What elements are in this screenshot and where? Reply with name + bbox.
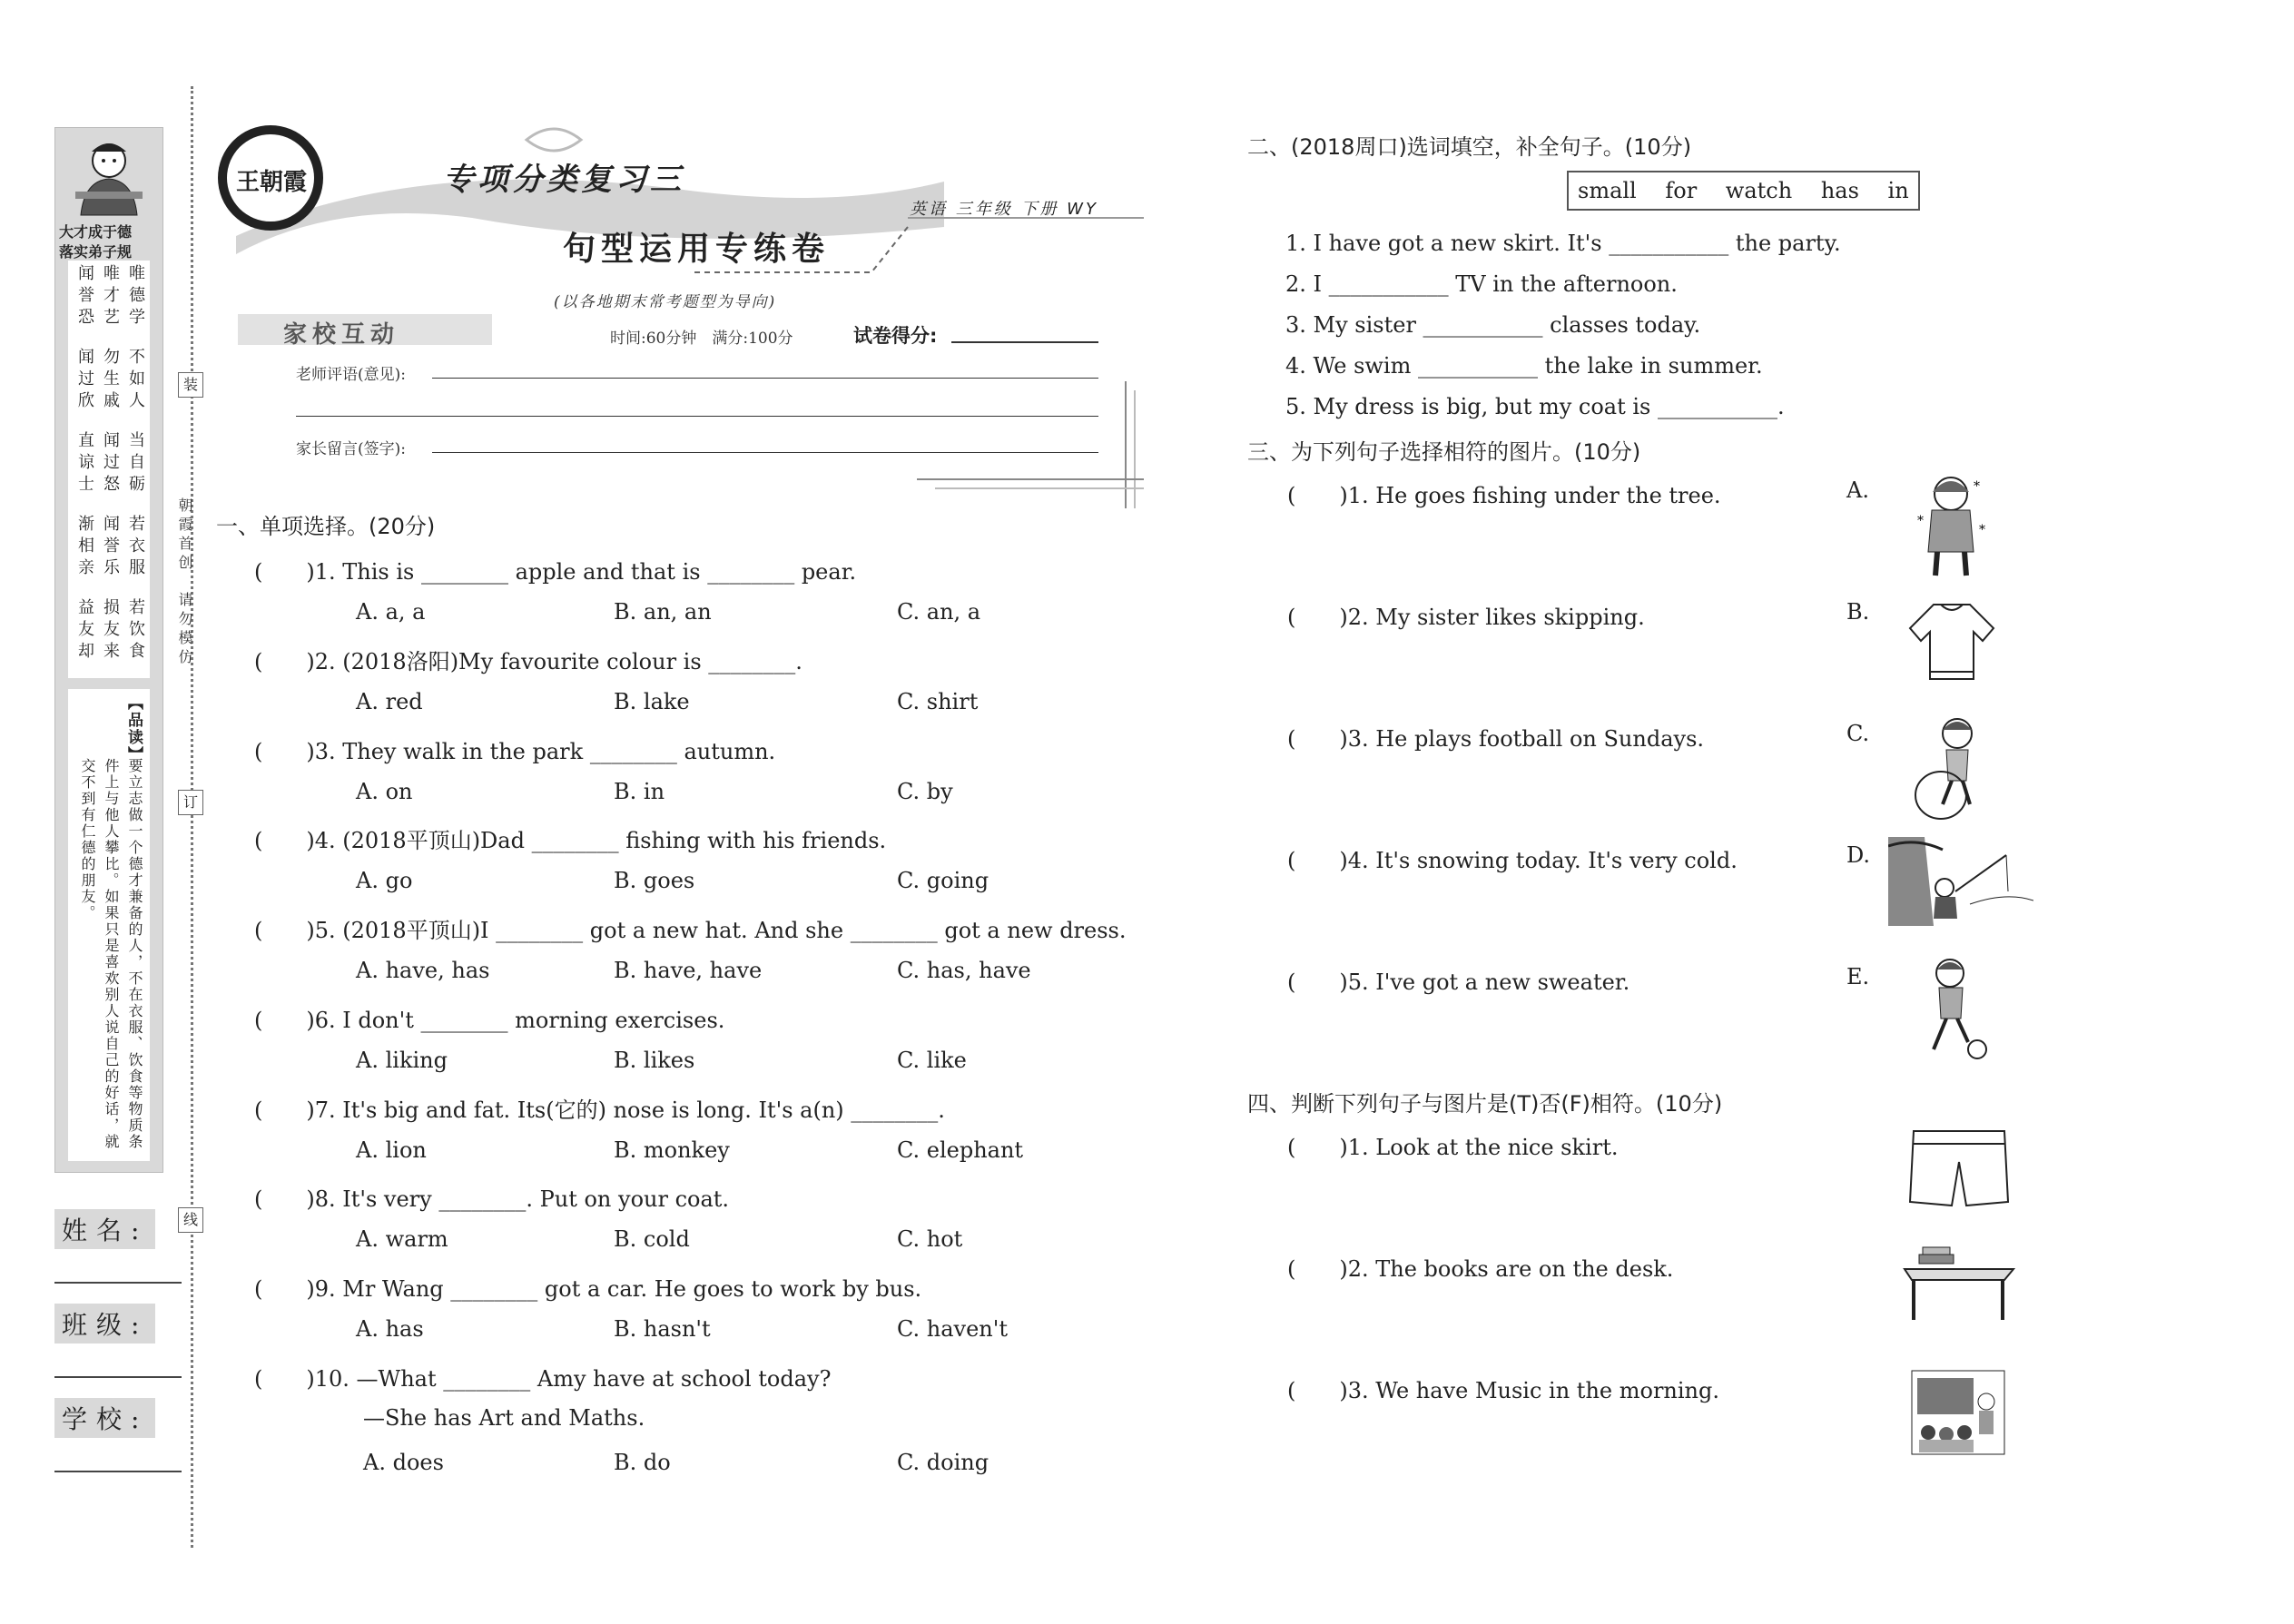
- option-3c[interactable]: C. by: [897, 779, 953, 804]
- side-note-2: 请勿模仿: [176, 592, 193, 668]
- skipping-boy-picture: [1910, 714, 1992, 822]
- option-4b[interactable]: B. goes: [614, 868, 695, 893]
- poem-col: 直谅士: [75, 431, 94, 497]
- section1-title: 一、单项选择。(20分): [216, 514, 436, 539]
- series-title: 专项分类复习三: [443, 162, 684, 198]
- question-1: ( )1. This is ________ apple and that is ________ pear.: [254, 559, 857, 585]
- paper-title: 句型运用专练卷: [563, 230, 831, 268]
- option-9b[interactable]: B. hasn't: [614, 1316, 711, 1342]
- poem-col: 唯才艺: [101, 264, 120, 330]
- confucius-figure-icon: [72, 135, 146, 219]
- question-9: ( )9. Mr Wang ________ got a car. He goes to work by bus.: [254, 1276, 922, 1302]
- option-5b[interactable]: B. have, have: [614, 958, 763, 983]
- class-label: 班级:: [54, 1304, 155, 1343]
- option-7b[interactable]: B. monkey: [614, 1137, 730, 1163]
- poem-col: 唯德学: [126, 264, 145, 330]
- question-10-line2: —She has Art and Maths.: [363, 1405, 645, 1431]
- pic-letter-c: C.: [1846, 721, 1870, 746]
- option-10c[interactable]: C. doing: [897, 1450, 989, 1475]
- question-2: ( )2. (2018洛阳)My favourite colour is ________.: [254, 649, 802, 674]
- side-note-1: 朝霞首创: [176, 497, 193, 574]
- option-2b[interactable]: B. lake: [614, 689, 690, 714]
- svg-text:*: *: [1917, 514, 1924, 528]
- fill-sentence-3: 3. My sister ___________ classes today.: [1285, 312, 1701, 338]
- svg-text:*: *: [1974, 479, 1980, 494]
- option-6c[interactable]: C. like: [897, 1048, 967, 1073]
- class-field[interactable]: [54, 1376, 182, 1378]
- pic-letter-a: A.: [1846, 477, 1869, 503]
- option-8a[interactable]: A. warm: [356, 1226, 448, 1252]
- name-field[interactable]: [54, 1282, 182, 1284]
- judge-item-3: ( )3. We have Music in the morning.: [1287, 1378, 1720, 1403]
- option-8b[interactable]: B. cold: [614, 1226, 690, 1252]
- fill-sentence-1: 1. I have got a new skirt. It's ___________ the party.: [1285, 231, 1841, 256]
- poem-col: 当自砺: [126, 431, 145, 497]
- option-5a[interactable]: A. have, has: [356, 958, 490, 983]
- judge-item-1: ( )1. Look at the nice skirt.: [1287, 1135, 1619, 1160]
- poem-col: 不如人: [126, 348, 145, 413]
- poem-col: 闻誉乐: [101, 515, 120, 580]
- word-bank: small for watch has in: [1567, 171, 1920, 211]
- left-sidebar: [54, 127, 163, 1173]
- option-2a[interactable]: A. red: [356, 689, 423, 714]
- match-item-4: ( )4. It's snowing today. It's very cold.: [1287, 848, 1738, 873]
- section2-title: 二、(2018周口)选词填空，补全句子。(10分): [1247, 134, 1692, 160]
- option-2c[interactable]: C. shirt: [897, 689, 979, 714]
- teacher-comment-label: 老师评语(意见):: [296, 366, 406, 384]
- fill-sentence-2: 2. I ___________ TV in the afternoon.: [1285, 271, 1678, 297]
- poem-col: 渐相亲: [75, 515, 94, 580]
- poem-col: 损友来: [101, 598, 120, 664]
- question-6: ( )6. I don't ________ morning exercises.: [254, 1008, 725, 1033]
- pic-letter-b: B.: [1846, 599, 1870, 625]
- pindu-text: 要立志做一个德才兼备的人，不在衣服、饮食等物质条件上与他人攀比。如果只是喜欢别人说自己的好话，就交不到有仁德的朋友。: [79, 758, 143, 1150]
- paper-subtitle: (以各地期末常考题型为导向): [554, 293, 777, 311]
- cut-char: 线: [178, 1207, 203, 1233]
- question-4: ( )4. (2018平顶山)Dad ________ fishing with his friends.: [254, 828, 887, 853]
- cut-char: 订: [178, 790, 203, 815]
- sidebar-motto-1: 大才成于德: [59, 223, 133, 241]
- option-7a[interactable]: A. lion: [356, 1137, 427, 1163]
- desk-books-picture: [1903, 1245, 2015, 1324]
- option-8c[interactable]: C. hot: [897, 1226, 963, 1252]
- question-3: ( )3. They walk in the park ________ autumn.: [254, 739, 776, 764]
- section4-title: 四、判断下列句子与图片是(T)否(F)相符。(10分): [1247, 1091, 1723, 1117]
- sweater-picture: [1906, 595, 1997, 686]
- question-5: ( )5. (2018平顶山)I ________ got a new hat. And she ________ got a new dress.: [254, 918, 1127, 943]
- decor-lines: [917, 372, 1153, 517]
- logo-text: 王朝霞: [235, 169, 307, 196]
- option-9a[interactable]: A. has: [356, 1316, 424, 1342]
- school-field[interactable]: [54, 1471, 182, 1472]
- sidebar-motto-2: 落实弟子规: [59, 243, 133, 261]
- match-item-5: ( )5. I've got a new sweater.: [1287, 969, 1630, 995]
- option-3b[interactable]: B. in: [614, 779, 665, 804]
- option-1b[interactable]: B. an, an: [614, 599, 712, 625]
- pindu-title: 【品读】: [124, 694, 143, 763]
- option-7c[interactable]: C. elephant: [897, 1137, 1024, 1163]
- poem-col: 若饮食: [126, 598, 145, 664]
- parent-comment-label: 家长留言(签字):: [296, 440, 406, 458]
- option-1c[interactable]: C. an, a: [897, 599, 981, 625]
- question-7: ( )7. It's big and fat. Its(它的) nose is long. It's a(n) ________.: [254, 1097, 945, 1123]
- option-1a[interactable]: A. a, a: [356, 599, 426, 625]
- option-6a[interactable]: A. liking: [356, 1048, 448, 1073]
- fill-sentence-4: 4. We swim ___________ the lake in summer.: [1285, 353, 1763, 379]
- match-item-1: ( )1. He goes fishing under the tree.: [1287, 483, 1721, 508]
- pic-letter-e: E.: [1846, 964, 1870, 989]
- option-6b[interactable]: B. likes: [614, 1048, 695, 1073]
- classroom-picture: [1910, 1369, 2006, 1456]
- question-10: ( )10. —What ________ Amy have at school today?: [254, 1366, 832, 1392]
- fill-sentence-5: 5. My dress is big, but my coat is ___________.: [1285, 394, 1785, 419]
- grade-meta: 英语 三年级 下册 WY: [910, 200, 1098, 219]
- poem-col: 若衣服: [126, 515, 145, 580]
- home-school-title: 家校互动: [283, 321, 400, 349]
- shorts-picture: [1906, 1126, 2012, 1213]
- poem-col: 益友却: [75, 598, 94, 664]
- option-5c[interactable]: C. has, have: [897, 958, 1031, 983]
- option-4c[interactable]: C. going: [897, 868, 989, 893]
- cold-child-picture: [1910, 470, 1992, 579]
- question-8: ( )8. It's very ________. Put on your coat.: [254, 1186, 730, 1212]
- judge-item-2: ( )2. The books are on the desk.: [1287, 1256, 1674, 1282]
- option-3a[interactable]: A. on: [356, 779, 413, 804]
- pic-letter-d: D.: [1846, 842, 1871, 868]
- cut-line: [191, 86, 193, 1548]
- poem-col: 闻誉恐: [75, 264, 94, 330]
- svg-text:*: *: [1979, 523, 1985, 537]
- match-item-3: ( )3. He plays football on Sundays.: [1287, 726, 1705, 752]
- option-10b[interactable]: B. do: [614, 1450, 671, 1475]
- option-9c[interactable]: C. haven't: [897, 1316, 1008, 1342]
- time-score: 时间:60分钟 满分:100分: [610, 330, 793, 348]
- fishing-under-tree-picture: [1888, 837, 2033, 926]
- poem-col: 勿生戚: [101, 348, 120, 413]
- score-label: 试卷得分:: [853, 325, 938, 347]
- match-item-2: ( )2. My sister likes skipping.: [1287, 605, 1645, 630]
- poem-col: 闻过欣: [75, 348, 94, 413]
- cut-char: 装: [178, 372, 203, 398]
- poem-col: 闻过怒: [101, 431, 120, 497]
- school-label: 学校:: [54, 1398, 155, 1438]
- pindu-card: [68, 689, 150, 1161]
- section3-title: 三、为下列句子选择相符的图片。(10分): [1247, 439, 1641, 465]
- option-10a[interactable]: A. does: [363, 1450, 444, 1475]
- name-label: 姓名:: [54, 1209, 155, 1249]
- score-field[interactable]: [951, 341, 1098, 343]
- poem-card: [68, 261, 150, 678]
- option-4a[interactable]: A. go: [356, 868, 413, 893]
- football-boy-picture: [1910, 955, 1992, 1060]
